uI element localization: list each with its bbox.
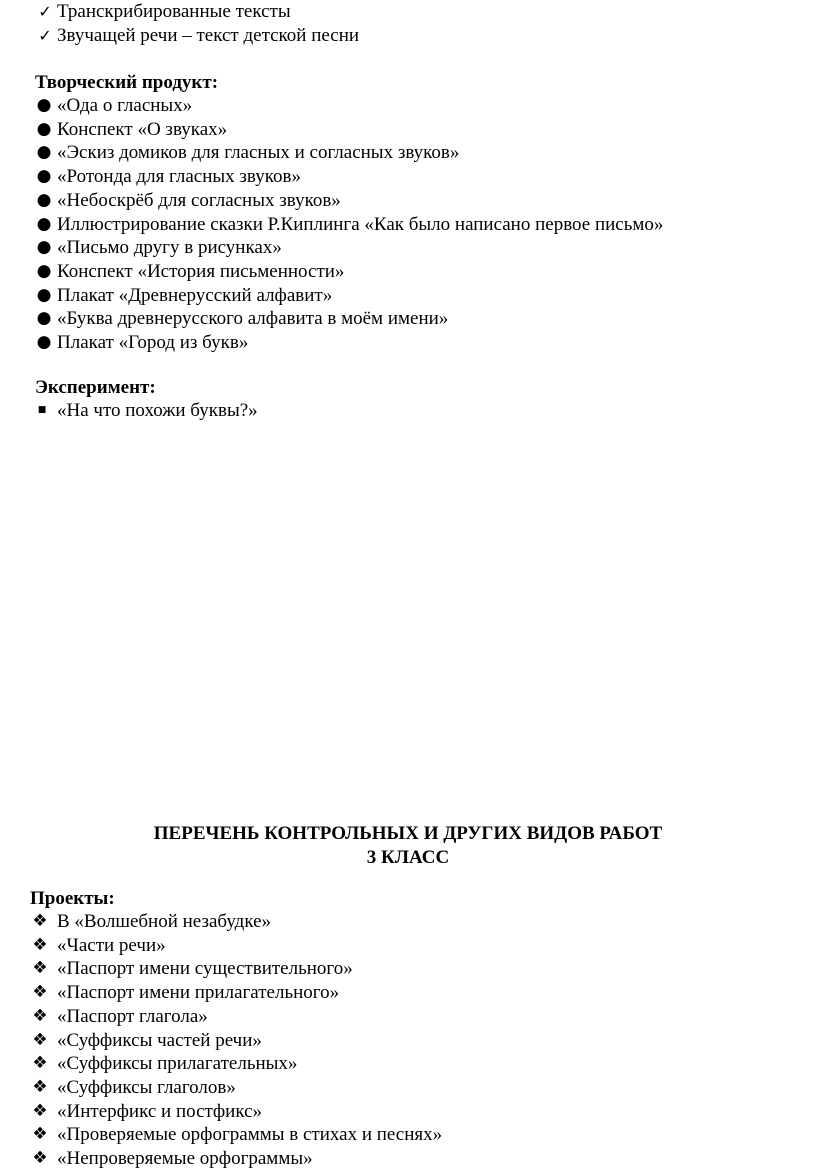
list-item-text: «Проверяемые орфограммы в стихах и песнях» bbox=[57, 1124, 443, 1146]
list-item bbox=[0, 284, 816, 308]
list-item-text: «Паспорт имени прилагательного» bbox=[57, 982, 340, 1004]
diamond-bullet-icon: ❖ bbox=[32, 1005, 48, 1026]
creative-list bbox=[0, 94, 816, 355]
list-item-text: «Паспорт имени существительного» bbox=[57, 958, 353, 980]
list-item bbox=[0, 24, 816, 48]
projects-list bbox=[0, 910, 816, 1171]
list-item-text: «Буква древнерусского алфавита в моём имени» bbox=[57, 308, 449, 330]
list-item-text: «Эскиз домиков для гласных и согласных звуков» bbox=[57, 142, 460, 164]
list-item-text: «На что похожи буквы?» bbox=[57, 400, 258, 421]
projects-heading: Проекты: bbox=[30, 888, 115, 909]
list-item bbox=[0, 1076, 816, 1100]
list-item-text: «Небоскрёб для согласных звуков» bbox=[57, 189, 341, 211]
diamond-bullet-icon: ❖ bbox=[32, 1148, 48, 1169]
section-title-line2: 3 КЛАСС bbox=[366, 847, 450, 868]
list-item-text: «Суффиксы частей речи» bbox=[57, 1029, 262, 1051]
square-bullet-icon: ■ bbox=[37, 405, 47, 415]
checkmark-icon: ✓ bbox=[38, 25, 52, 45]
list-item-text: «Непроверяемые орфограммы» bbox=[57, 1148, 313, 1170]
bullet-dot-icon: ● bbox=[36, 213, 52, 234]
projects-list-block bbox=[0, 910, 816, 1171]
list-item-text: Плакат «Город из букв» bbox=[57, 332, 249, 354]
creative-heading: Творческий продукт: bbox=[35, 72, 219, 93]
list-item-text: Транскрибированные тексты bbox=[57, 1, 291, 22]
bullet-dot-icon: ● bbox=[36, 142, 52, 163]
bullet-dot-icon: ● bbox=[36, 308, 52, 329]
list-item-text: «Суффиксы глаголов» bbox=[57, 1076, 236, 1098]
diamond-bullet-icon: ❖ bbox=[32, 1029, 48, 1050]
bullet-dot-icon: ● bbox=[36, 189, 52, 210]
list-item bbox=[0, 981, 816, 1005]
list-item bbox=[0, 1123, 816, 1147]
list-item-text: «Интерфикс и постфикс» bbox=[57, 1100, 263, 1122]
diamond-bullet-icon: ❖ bbox=[32, 958, 48, 979]
list-item-text: «Письмо другу в рисунках» bbox=[57, 237, 282, 259]
list-item bbox=[0, 165, 816, 189]
list-item bbox=[0, 260, 816, 284]
list-item bbox=[0, 1029, 816, 1053]
list-item bbox=[0, 236, 816, 260]
list-item-text: «Части речи» bbox=[57, 934, 166, 956]
list-item bbox=[0, 957, 816, 981]
list-item-text: «Паспорт глагола» bbox=[57, 1005, 208, 1027]
diamond-bullet-icon: ❖ bbox=[32, 911, 48, 931]
list-item-text: Звучащей речи – текст детской песни bbox=[57, 24, 360, 46]
diamond-bullet-icon: ❖ bbox=[32, 1100, 48, 1121]
bullet-dot-icon: ● bbox=[36, 332, 52, 353]
bullet-dot-icon: ● bbox=[36, 118, 52, 139]
list-item bbox=[0, 94, 816, 118]
top-check-list-block bbox=[0, 0, 816, 47]
list-item-text: Плакат «Древнерусский алфавит» bbox=[57, 284, 333, 306]
experiment-list bbox=[0, 399, 816, 423]
list-item-text: «Суффиксы прилагательных» bbox=[57, 1053, 298, 1075]
list-item bbox=[0, 399, 816, 423]
creative-list-block bbox=[0, 94, 816, 355]
bullet-dot-icon: ● bbox=[36, 237, 52, 258]
bullet-dot-icon: ● bbox=[36, 284, 52, 305]
list-item bbox=[0, 1052, 816, 1076]
bullet-dot-icon: ● bbox=[36, 95, 52, 115]
list-item bbox=[0, 331, 816, 355]
list-item-text: Иллюстрирование сказки Р.Киплинга «Как было написано первое письмо» bbox=[57, 213, 664, 235]
experiment-heading: Эксперимент: bbox=[35, 377, 156, 398]
list-item bbox=[0, 118, 816, 142]
list-item bbox=[0, 141, 816, 165]
list-item bbox=[0, 0, 816, 24]
list-item bbox=[0, 189, 816, 213]
list-item-text: В «Волшебной незабудке» bbox=[57, 911, 272, 932]
list-item-text: «Ротонда для гласных звуков» bbox=[57, 166, 301, 188]
list-item bbox=[0, 1005, 816, 1029]
list-item bbox=[0, 934, 816, 958]
section-title-line1: ПЕРЕЧЕНЬ КОНТРОЛЬНЫХ И ДРУГИХ ВИДОВ РАБОТ bbox=[153, 823, 663, 844]
list-item bbox=[0, 307, 816, 331]
diamond-bullet-icon: ❖ bbox=[32, 934, 48, 955]
diamond-bullet-icon: ❖ bbox=[32, 1124, 48, 1145]
bullet-dot-icon: ● bbox=[36, 260, 52, 281]
diamond-bullet-icon: ❖ bbox=[32, 1053, 48, 1074]
bullet-dot-icon: ● bbox=[36, 166, 52, 187]
list-item-text: «Ода о гласных» bbox=[57, 95, 193, 116]
list-item bbox=[0, 910, 816, 934]
list-item bbox=[0, 213, 816, 237]
experiment-list-block bbox=[0, 399, 816, 423]
diamond-bullet-icon: ❖ bbox=[32, 1076, 48, 1097]
diamond-bullet-icon: ❖ bbox=[32, 982, 48, 1003]
top-check-list bbox=[0, 0, 816, 47]
list-item-text: Конспект «История письменности» bbox=[57, 260, 345, 282]
list-item-text: Конспект «О звуках» bbox=[57, 118, 228, 140]
checkmark-icon: ✓ bbox=[38, 2, 52, 21]
list-item bbox=[0, 1100, 816, 1124]
